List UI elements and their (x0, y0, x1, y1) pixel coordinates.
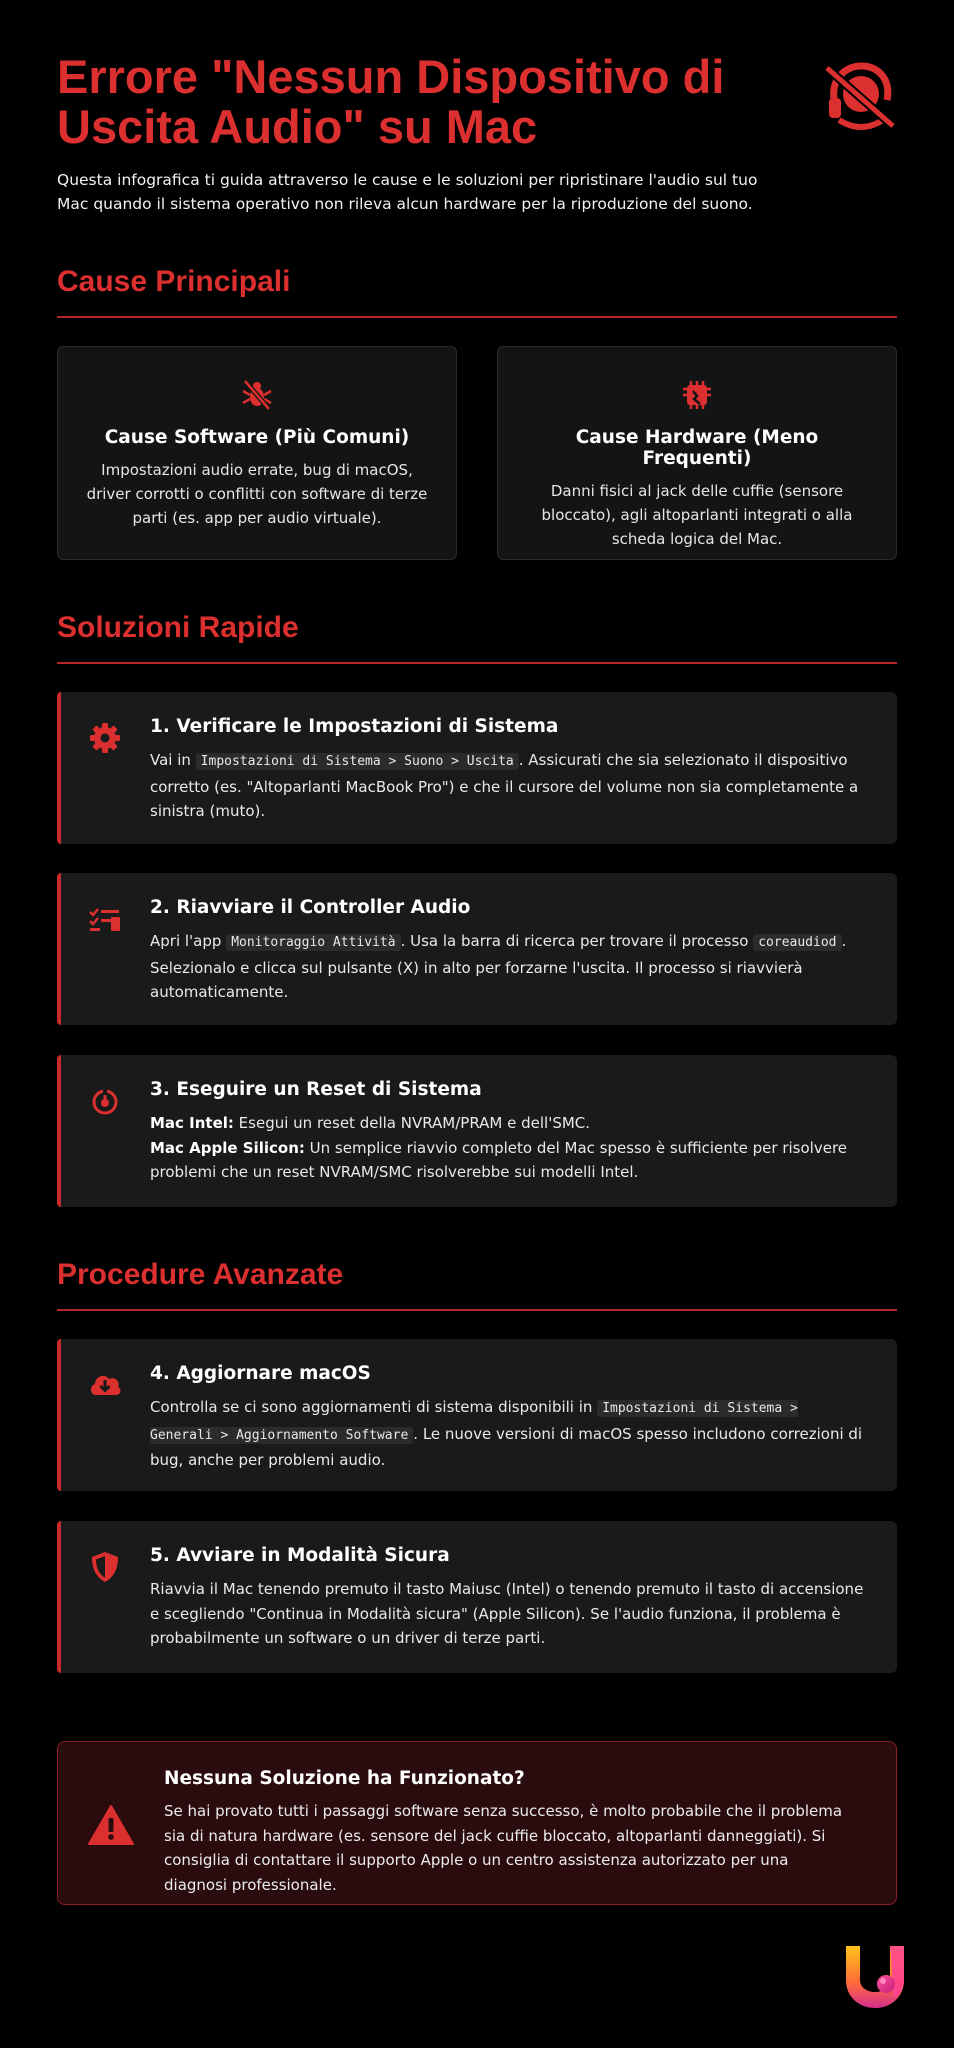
step-title: 2. Riavviare il Controller Audio (150, 897, 471, 918)
process-name-code: coreaudiod (753, 934, 841, 951)
section-title-advanced: Procedure Avanzate (57, 1257, 897, 1311)
step-text-apple-silicon: Mac Apple Silicon: Un semplice riavvio completo del Mac spesso è sufficiente per risolvere problemi che un reset NVRAM/SMC risolverebbe sui modelli Intel. (150, 1138, 848, 1181)
step-text: Vai in Impostazioni di Sistema > Suono > Uscita . Assicurati che sia selezionato il dispositivo corretto (es. "Altoparlanti MacBook Pro") e che il cursore del volume non sia completamente a sinistra (muto). (150, 751, 859, 820)
warning-text: Se hai provato tutti i passaggi software senza successo, è molto probabile che il problema sia di natura hardware (es. sensore del jack cuffie bloccato, altoparlanti danneggiati). Si consiglia di contattare il supporto Apple o un centro assistenza autorizzato per una diagnosi professionale. (164, 1802, 843, 1894)
step-title: 5. Avviare in Modalità Sicura (150, 1545, 450, 1566)
step-title: 3. Eseguire un Reset di Sistema (150, 1079, 482, 1100)
header (57, 52, 897, 222)
cause-card-hardware (497, 346, 897, 560)
cause-card-software (57, 346, 457, 560)
bug-slash-icon (239, 377, 275, 413)
section-title-quick: Soluzioni Rapide (57, 610, 897, 664)
shield-icon (87, 1549, 123, 1585)
warning-box (57, 1741, 897, 1905)
cloud-download-icon (87, 1367, 123, 1403)
headset-slash-icon (821, 60, 897, 132)
gear-icon (87, 720, 123, 756)
menu-path-code: Impostazioni di Sistema > Generali > Aggiornamento Software (150, 1401, 798, 1443)
broken-chip-icon (679, 377, 715, 413)
menu-path-code: Impostazioni di Sistema > Suono > Uscita (196, 753, 519, 770)
step-card-5 (57, 1521, 897, 1673)
brand-logo-icon (842, 1940, 910, 2010)
section-title-causes: Cause Principali (57, 264, 897, 318)
step-card-3 (57, 1055, 897, 1207)
step-text-intel: Mac Intel: Esegui un reset della NVRAM/PRAM e dell'SMC. (150, 1114, 591, 1132)
warning-triangle-icon (88, 1804, 134, 1846)
step-card-2 (57, 873, 897, 1025)
cause-text: Danni fisici al jack delle cuffie (sensore bloccato), agli altoparlanti integrati o alla scheda logica del Mac. (541, 482, 853, 548)
warning-title: Nessuna Soluzione ha Funzionato? (164, 1768, 525, 1789)
page-title: Errore "Nessun Dispositivo di Uscita Audio" su Mac (57, 50, 725, 153)
app-name-code: Monitoraggio Attività (226, 934, 400, 951)
intro-text: Questa infografica ti guida attraverso le cause e le soluzioni per ripristinare l'audio sul tuo Mac quando il sistema operativo non rileva alcun hardware per la riproduzione del suono. (57, 171, 758, 213)
cause-title: Cause Hardware (Meno Frequenti) (575, 427, 819, 469)
step-title: 1. Verificare le Impostazioni di Sistema (150, 716, 559, 737)
step-text: Apri l'app Monitoraggio Attività . Usa la barra di ricerca per trovare il processo coreaudiod . Selezionalo e clicca sul pulsante (X) in alto per forzarne l'uscita. Il processo si riavvierà automaticamente. (150, 932, 847, 1001)
cause-text: Impostazioni audio errate, bug di macOS, driver corrotti o conflitti con software di terze parti (es. app per audio virtuale). (86, 461, 428, 527)
step-text: Controlla se ci sono aggiornamenti di sistema disponibili in Impostazioni di Sistema > Generali > Aggiornamento Software . Le nuove versioni di macOS spesso includono correzioni di bug, anche per problemi audio. (150, 1398, 863, 1469)
step-text: Riavvia il Mac tenendo premuto il tasto Maiusc (Intel) o tenendo premuto il tasto di accensione e scegliendo "Continua in Modalità sicura" (Apple Silicon). Se l'audio funziona, il problema è probabilmente un software o un driver di terze parti. (150, 1580, 864, 1647)
step-card-4 (57, 1339, 897, 1491)
power-icon (87, 1083, 123, 1119)
list-check-icon (87, 901, 123, 937)
step-title: 4. Aggiornare macOS (150, 1363, 371, 1384)
cause-title: Cause Software (Più Comuni) (104, 427, 410, 448)
step-card-1 (57, 692, 897, 844)
